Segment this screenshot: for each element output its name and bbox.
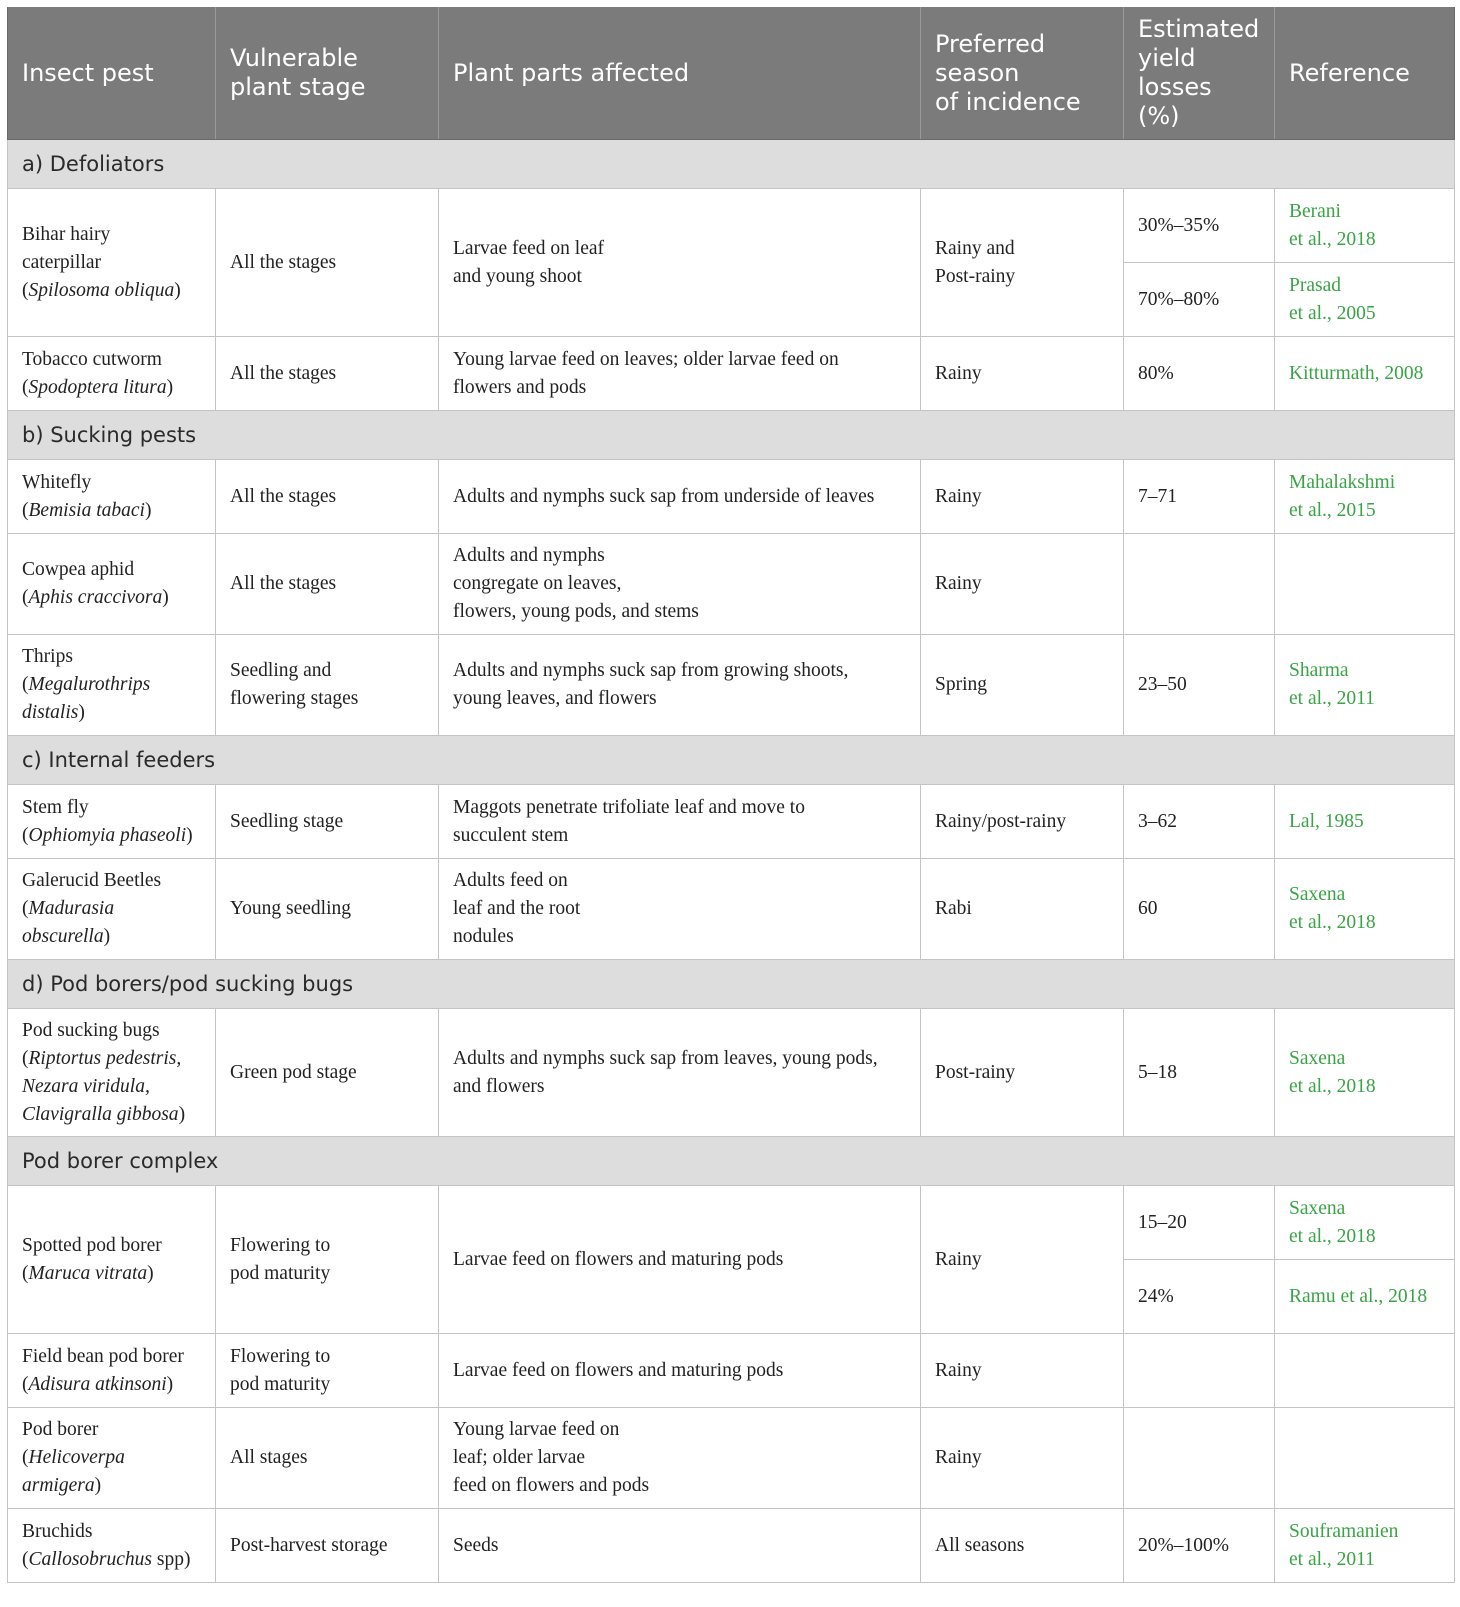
plant-parts-text: and young shoot — [453, 265, 582, 287]
plant-parts-text: leaf and the root — [453, 898, 581, 919]
plant-parts-text: nodules — [453, 926, 514, 947]
plant-parts-cell — [439, 460, 921, 534]
header-reference — [1275, 7, 1455, 140]
header-text-line: Plant parts affected — [453, 58, 690, 87]
reference-cell — [1275, 1334, 1455, 1408]
scientific-name-italic: Nezara viridula, — [22, 1075, 150, 1097]
pest-common-name: Tobacco cutworm — [22, 348, 162, 370]
pest-scientific-name: (Madurasia — [22, 898, 115, 919]
yield-loss-cell — [1124, 785, 1275, 859]
reference-link: et al., 2011 — [1289, 688, 1375, 709]
reference-link: Saxena — [1289, 1197, 1346, 1219]
plant-parts-cell — [439, 534, 921, 635]
plant-stage-cell — [216, 337, 439, 411]
scientific-name-italic: Madurasia — [28, 898, 115, 919]
pest-scientific-name: (Bemisia tabaci) — [22, 499, 152, 521]
season-text: Post-rainy — [935, 1061, 1016, 1083]
pest-common-name: Bruchids — [22, 1520, 93, 1542]
reference-cell[interactable] — [1275, 1260, 1455, 1334]
insect-pest-table — [7, 7, 1455, 1583]
reference-cell[interactable] — [1275, 859, 1455, 960]
plant-parts-text: congregate on leaves, — [453, 573, 622, 594]
scientific-name-italic: distalis — [22, 702, 79, 723]
scientific-name-italic: Riptortus pedestris, — [28, 1047, 182, 1069]
scientific-name-italic: Megalurothrips — [28, 674, 151, 695]
yield-loss-value: 20%–100% — [1138, 1534, 1229, 1556]
reference-link: Mahalakshmi — [1289, 471, 1396, 493]
scientific-name-italic: Adisura atkinsoni — [28, 1373, 167, 1395]
plant-parts-text: Young larvae feed on — [453, 1419, 620, 1440]
yield-loss-cell — [1124, 635, 1275, 736]
season-text: All seasons — [935, 1534, 1025, 1556]
yield-loss-value: 15–20 — [1138, 1211, 1187, 1233]
plant-parts-text: flowers and pods — [453, 376, 587, 398]
table-row — [8, 1009, 1455, 1137]
pest-scientific-name: (Maruca vitrata) — [22, 1262, 154, 1284]
plant-stage-cell — [216, 859, 439, 960]
plant-stage-text: Green pod stage — [230, 1061, 357, 1083]
season-cell — [921, 460, 1124, 534]
plant-stage-text: flowering stages — [230, 688, 359, 709]
table-row — [8, 534, 1455, 635]
pest-common-name: caterpillar — [22, 251, 102, 273]
insect-pest-cell — [8, 534, 216, 635]
yield-loss-value: 80% — [1138, 362, 1174, 384]
plant-stage-text: All the stages — [230, 485, 337, 507]
plant-parts-text: Young larvae feed on leaves; older larvae feed on — [453, 348, 839, 370]
plant-parts-text: Adults and nymphs — [453, 545, 605, 566]
plant-parts-text: feed on flowers and pods — [453, 1475, 650, 1496]
header-row — [8, 7, 1455, 140]
insect-pest-cell — [8, 1408, 216, 1509]
header-text-line: Vulnerable — [230, 44, 358, 72]
table-row — [8, 859, 1455, 960]
table-row — [8, 785, 1455, 859]
scientific-name-italic: Clavigralla gibbosa — [22, 1103, 179, 1125]
pest-scientific-name: (Adisura atkinsoni) — [22, 1373, 174, 1395]
pest-scientific-name: (Helicoverpa — [22, 1447, 125, 1468]
pest-common-name: Whitefly — [22, 471, 92, 493]
header-text-line: season — [935, 58, 1020, 87]
plant-stage-text: All stages — [230, 1447, 308, 1468]
yield-loss-value: 60 — [1138, 898, 1158, 919]
yield-loss-cell — [1124, 1186, 1275, 1260]
pest-common-name: Stem fly — [22, 796, 89, 818]
reference-cell[interactable] — [1275, 785, 1455, 859]
header-vulnerable-plant-stage — [216, 7, 439, 140]
table-row — [8, 1408, 1455, 1509]
plant-stage-cell — [216, 785, 439, 859]
table-row — [8, 337, 1455, 411]
plant-stage-text: Post-harvest storage — [230, 1534, 388, 1556]
plant-stage-text: Seedling and — [230, 660, 332, 681]
reference-link: Saxena — [1289, 1047, 1346, 1069]
yield-loss-cell — [1124, 859, 1275, 960]
insect-pest-cell — [8, 337, 216, 411]
plant-stage-text: pod maturity — [230, 1373, 331, 1395]
yield-loss-cell — [1124, 534, 1275, 635]
reference-cell[interactable] — [1275, 460, 1455, 534]
reference-link: Berani — [1289, 200, 1341, 222]
plant-parts-cell — [439, 859, 921, 960]
insect-pest-cell — [8, 635, 216, 736]
season-cell — [921, 1334, 1124, 1408]
section-title: c) Internal feeders — [8, 736, 1455, 785]
pest-common-name: Galerucid Beetles — [22, 870, 162, 891]
yield-loss-cell — [1124, 1260, 1275, 1334]
header-text-line: (%) — [1138, 102, 1180, 130]
plant-stage-cell — [216, 1186, 439, 1334]
insect-pest-cell — [8, 1509, 216, 1583]
yield-loss-cell — [1124, 1408, 1275, 1509]
reference-cell[interactable] — [1275, 635, 1455, 736]
pest-common-name: Field bean pod borer — [22, 1345, 184, 1367]
season-cell — [921, 785, 1124, 859]
season-cell — [921, 1186, 1124, 1334]
season-text: Rainy and — [935, 237, 1015, 259]
reference-link: Ramu et al., 2018 — [1289, 1285, 1428, 1307]
reference-link: et al., 2011 — [1289, 1548, 1375, 1570]
yield-loss-cell — [1124, 337, 1275, 411]
plant-parts-cell — [439, 189, 921, 337]
scientific-name-italic: Bemisia tabaci — [28, 499, 145, 521]
plant-stage-text: Young seedling — [230, 898, 351, 919]
plant-parts-text: Larvae feed on flowers and maturing pods — [453, 1359, 784, 1381]
table-row — [8, 635, 1455, 736]
section-row — [8, 1137, 1455, 1186]
season-text: Rainy — [935, 1447, 982, 1468]
header-preferred-season — [921, 7, 1124, 140]
plant-parts-text: Adults and nymphs suck sap from underside of leaves — [453, 485, 875, 507]
pest-common-name: Bihar hairy — [22, 223, 111, 245]
plant-stage-cell — [216, 534, 439, 635]
plant-parts-text: Larvae feed on flowers and maturing pods — [453, 1248, 784, 1270]
reference-link: Kitturmath, 2008 — [1289, 362, 1424, 384]
section-row — [8, 140, 1455, 189]
plant-stage-text: pod maturity — [230, 1262, 331, 1284]
reference-link: et al., 2018 — [1289, 912, 1376, 933]
season-cell — [921, 1509, 1124, 1583]
pest-scientific-name: (Megalurothrips — [22, 674, 151, 695]
season-text: Spring — [935, 674, 988, 695]
pest-common-name: Thrips — [22, 646, 73, 667]
pest-scientific-name: (Riptortus pedestris, — [22, 1047, 182, 1069]
season-text: Rainy — [935, 485, 982, 507]
header-insect-pest — [8, 7, 216, 140]
season-text: Rainy — [935, 1248, 982, 1270]
season-cell — [921, 1009, 1124, 1137]
table-row — [8, 1186, 1455, 1260]
reference-cell[interactable] — [1275, 1009, 1455, 1137]
section-title: b) Sucking pests — [8, 411, 1455, 460]
pest-common-name: Cowpea aphid — [22, 559, 135, 580]
season-cell — [921, 1408, 1124, 1509]
season-text: Rainy — [935, 362, 982, 384]
reference-cell[interactable] — [1275, 263, 1455, 337]
insect-pest-cell — [8, 859, 216, 960]
reference-link: et al., 2018 — [1289, 228, 1376, 250]
section-title: a) Defoliators — [8, 140, 1455, 189]
pest-scientific-name: obscurella) — [22, 926, 111, 947]
header-text-line: Insect pest — [22, 58, 154, 87]
header-text-line: plant stage — [230, 73, 366, 101]
plant-parts-cell — [439, 337, 921, 411]
insect-pest-cell — [8, 1334, 216, 1408]
insect-pest-cell — [8, 785, 216, 859]
pest-scientific-name: armigera) — [22, 1475, 102, 1496]
yield-loss-value: 70%–80% — [1138, 288, 1220, 310]
pest-scientific-name: (Spilosoma obliqua) — [22, 279, 181, 301]
insect-pest-cell — [8, 460, 216, 534]
plant-parts-text: Larvae feed on leaf — [453, 237, 605, 259]
table-body — [8, 140, 1455, 1583]
yield-loss-value: 5–18 — [1138, 1061, 1177, 1083]
season-cell — [921, 635, 1124, 736]
yield-loss-value: 23–50 — [1138, 674, 1187, 695]
header-text-line: losses — [1138, 73, 1212, 101]
season-cell — [921, 337, 1124, 411]
header-estimated-yield-losses — [1124, 7, 1275, 140]
section-title: d) Pod borers/pod sucking bugs — [8, 960, 1455, 1009]
season-text: Rainy/post-rainy — [935, 810, 1067, 832]
header-text-line: yield — [1138, 44, 1196, 72]
pest-scientific-name: Clavigralla gibbosa) — [22, 1103, 186, 1125]
reference-link: et al., 2018 — [1289, 1075, 1376, 1097]
plant-parts-text: young leaves, and flowers — [453, 688, 657, 709]
yield-loss-cell — [1124, 189, 1275, 263]
yield-loss-cell — [1124, 1509, 1275, 1583]
yield-loss-cell — [1124, 460, 1275, 534]
scientific-name-italic: Callosobruchus — [28, 1548, 153, 1570]
plant-stage-cell — [216, 460, 439, 534]
table-row — [8, 460, 1455, 534]
season-text: Rainy — [935, 1359, 982, 1381]
yield-loss-value: 30%–35% — [1138, 214, 1220, 236]
pest-scientific-name: (Aphis craccivora) — [22, 587, 169, 608]
plant-stage-text: All the stages — [230, 251, 337, 273]
scientific-name-italic: Helicoverpa — [28, 1447, 125, 1468]
reference-cell — [1275, 1408, 1455, 1509]
yield-loss-cell — [1124, 1009, 1275, 1137]
yield-loss-value: 7–71 — [1138, 485, 1177, 507]
header-text-line: of incidence — [935, 87, 1081, 116]
reference-cell[interactable] — [1275, 337, 1455, 411]
season-cell — [921, 189, 1124, 337]
scientific-name-italic: armigera — [22, 1475, 95, 1496]
plant-parts-cell — [439, 1186, 921, 1334]
table-row — [8, 189, 1455, 263]
plant-stage-cell — [216, 189, 439, 337]
scientific-name-italic: Spilosoma obliqua — [28, 279, 175, 301]
scientific-name-italic: Aphis craccivora — [28, 587, 163, 608]
reference-link: Lal, 1985 — [1289, 810, 1364, 832]
plant-parts-text: flowers, young pods, and stems — [453, 601, 699, 622]
plant-parts-text: Maggots penetrate trifoliate leaf and move to — [453, 796, 805, 818]
plant-parts-text: Adults and nymphs suck sap from growing shoots, — [453, 660, 849, 681]
scientific-name-italic: Spodoptera litura — [28, 376, 167, 398]
reference-link: et al., 2018 — [1289, 1225, 1376, 1247]
season-text: Post-rainy — [935, 265, 1016, 287]
season-cell — [921, 534, 1124, 635]
yield-loss-value: 24% — [1138, 1285, 1174, 1307]
table-container — [7, 7, 1454, 1583]
reference-cell[interactable] — [1275, 189, 1455, 263]
plant-parts-cell — [439, 785, 921, 859]
scientific-name-italic: Maruca vitrata — [28, 1262, 148, 1284]
plant-parts-cell — [439, 1408, 921, 1509]
plant-stage-cell — [216, 1408, 439, 1509]
pest-scientific-name: (Callosobruchus spp) — [22, 1548, 191, 1570]
plant-parts-text: Adults and nymphs suck sap from leaves, young pods, — [453, 1047, 878, 1069]
reference-link: Saxena — [1289, 884, 1346, 905]
yield-loss-cell — [1124, 263, 1275, 337]
header-text-line: Reference — [1289, 58, 1410, 87]
section-title: Pod borer complex — [8, 1137, 1455, 1186]
plant-stage-cell — [216, 1009, 439, 1137]
header-text-line: Estimated — [1138, 15, 1260, 43]
reference-link: et al., 2015 — [1289, 499, 1376, 521]
reference-link: Prasad — [1289, 274, 1341, 296]
scientific-name-italic: obscurella — [22, 926, 104, 947]
plant-parts-text: succulent stem — [453, 824, 569, 846]
reference-cell[interactable] — [1275, 1509, 1455, 1583]
season-cell — [921, 859, 1124, 960]
reference-link: Sharma — [1289, 660, 1349, 681]
section-row — [8, 411, 1455, 460]
pest-common-name: Pod borer — [22, 1419, 99, 1440]
section-row — [8, 736, 1455, 785]
plant-parts-cell — [439, 635, 921, 736]
header-text-line: Preferred — [935, 29, 1046, 58]
section-row — [8, 960, 1455, 1009]
pest-common-name: Pod sucking bugs — [22, 1019, 160, 1041]
yield-loss-cell — [1124, 1334, 1275, 1408]
pest-scientific-name: (Ophiomyia phaseoli) — [22, 824, 193, 846]
plant-parts-cell — [439, 1509, 921, 1583]
insect-pest-cell — [8, 1186, 216, 1334]
plant-stage-cell — [216, 1509, 439, 1583]
plant-stage-text: All the stages — [230, 573, 337, 594]
plant-stage-text: Flowering to — [230, 1345, 331, 1367]
pest-scientific-name: distalis) — [22, 702, 85, 723]
plant-stage-cell — [216, 635, 439, 736]
plant-stage-text: All the stages — [230, 362, 337, 384]
plant-stage-text: Flowering to — [230, 1234, 331, 1256]
plant-parts-text: and flowers — [453, 1075, 545, 1097]
insect-pest-cell — [8, 1009, 216, 1137]
plant-parts-text: Seeds — [453, 1534, 499, 1556]
pest-common-name: Spotted pod borer — [22, 1234, 162, 1256]
table-row — [8, 1509, 1455, 1583]
plant-parts-cell — [439, 1334, 921, 1408]
pest-scientific-name: (Spodoptera litura) — [22, 376, 174, 398]
plant-parts-text: leaf; older larvae — [453, 1447, 586, 1468]
plant-parts-cell — [439, 1009, 921, 1137]
plant-stage-cell — [216, 1334, 439, 1408]
season-text: Rabi — [935, 898, 972, 919]
reference-link: Souframanien — [1289, 1520, 1399, 1542]
reference-cell[interactable] — [1275, 1186, 1455, 1260]
header-plant-parts-affected — [439, 7, 921, 140]
pest-scientific-name — [22, 1073, 201, 1101]
reference-cell — [1275, 534, 1455, 635]
plant-stage-text: Seedling stage — [230, 810, 344, 832]
scientific-name-italic: Ophiomyia phaseoli — [28, 824, 187, 846]
season-text: Rainy — [935, 573, 982, 594]
table-row — [8, 1334, 1455, 1408]
reference-link: et al., 2005 — [1289, 302, 1376, 324]
plant-parts-text: Adults feed on — [453, 870, 568, 891]
insect-pest-cell — [8, 189, 216, 337]
yield-loss-value: 3–62 — [1138, 810, 1177, 832]
